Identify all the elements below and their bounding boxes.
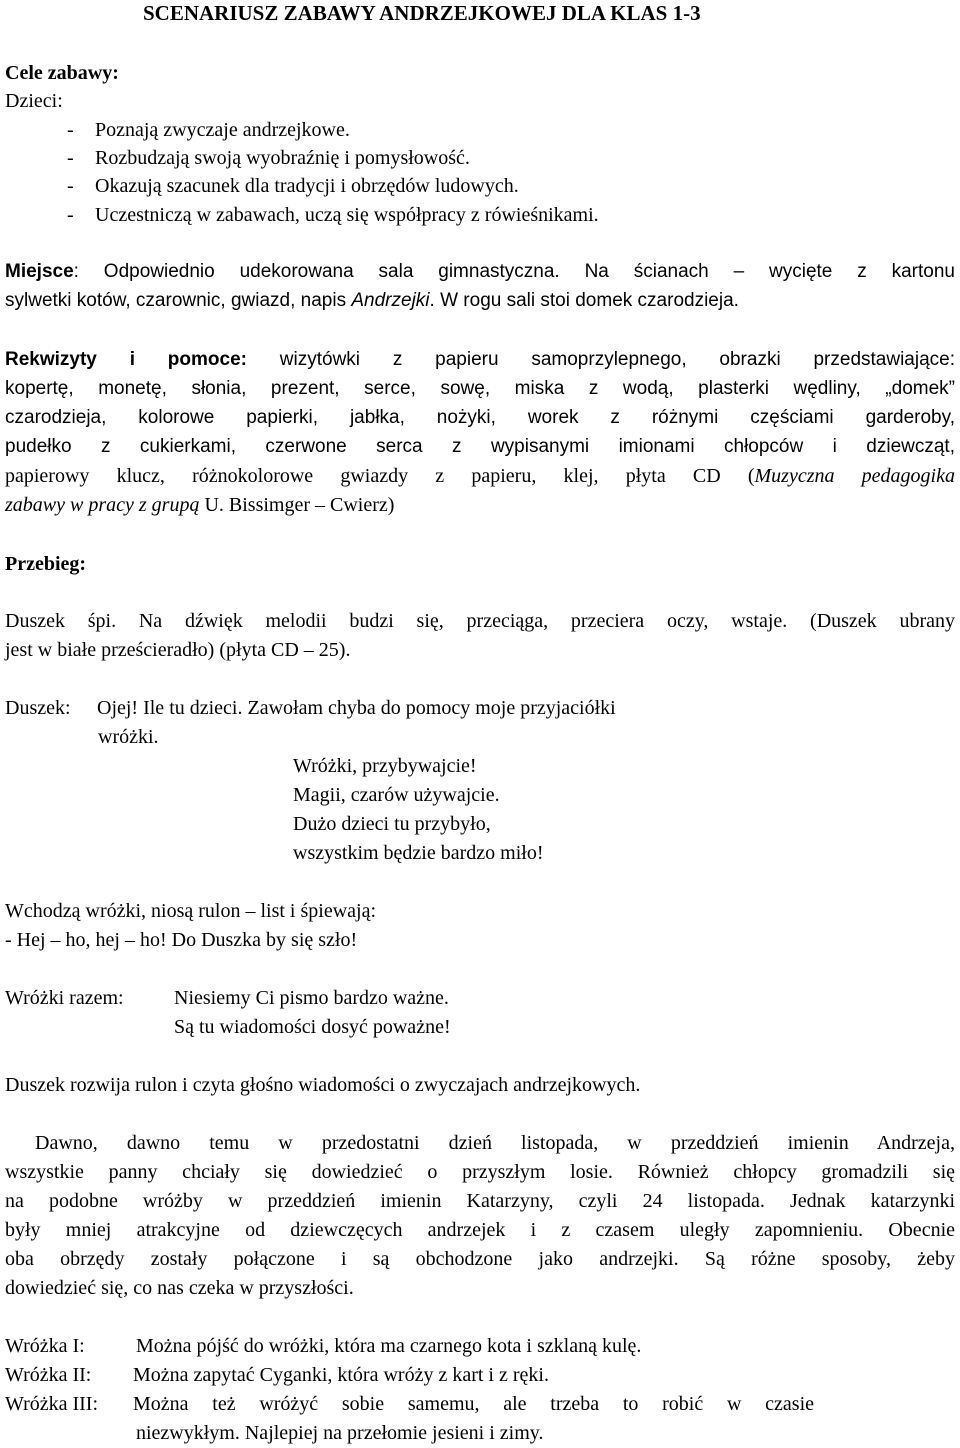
unroll-line: Duszek rozwija rulon i czyta głośno wiadomości o zwyczajach andrzejkowych. <box>5 1074 641 1096</box>
props-line-3: czarodzieja, kolorowe papierki, jabłka, nożyki, worek z różnymi częściami garderoby, <box>5 407 955 428</box>
goal-item: Poznają zwyczaje andrzejkowe. <box>95 119 350 141</box>
goal-item: Uczestniczą w zabawach, uczą się współpracy z rówieśnikami. <box>95 204 599 226</box>
props-text: papierowy klucz, różnokolorowe gwiazdy z papieru, klej, płyta CD ( <box>5 465 755 487</box>
goals-heading: Cele zabawy: <box>5 62 119 84</box>
props-italic: Muzyczna pedagogika <box>754 465 955 487</box>
place-italic: Andrzejki <box>351 290 430 311</box>
poem-line: Wróżki, przybywajcie! <box>293 755 477 777</box>
speaker-fairy-1: Wróżka I: <box>5 1335 85 1357</box>
props-line-4: pudełko z cukierkami, czerwone serca z wypisanymi imionami chłopców i dziewcząt, <box>5 436 955 457</box>
props-line-5 <box>5 462 955 490</box>
props-text: U. Bissimger – Cwierz) <box>199 494 395 516</box>
story-line: na podobne wróżby w przeddzień imienin Katarzyny, czyli 24 listopada. Jednak katarzynki <box>5 1190 955 1212</box>
props-line-2: kopertę, monetę, słonia, prezent, serce, sowę, miska z wodą, plasterki wędliny, „domek” <box>5 378 955 399</box>
song-line: - Hej – ho, hej – ho! Do Duszka by się szło! <box>5 929 358 951</box>
speaker-fairy-3: Wróżka III: <box>5 1393 99 1415</box>
course-paragraph-line-2: jest w białe prześcieradło) (płyta CD – 25). <box>5 639 351 661</box>
props-line-1 <box>5 346 955 374</box>
speaker-duszek: Duszek: <box>5 697 71 719</box>
speaker-fairy-2: Wróżka II: <box>5 1364 92 1386</box>
place-text: : Odpowiednio udekorowana sala gimnastyczna. Na ścianach – wycięte z kartonu <box>73 261 955 282</box>
fairy-3-line-2: niezwykłym. Najlepiej na przełomie jesieni i zimy. <box>136 1422 544 1444</box>
duszek-line-1: Ojej! Ile tu dzieci. Zawołam chyba do pomocy moje przyjaciółki <box>97 697 616 719</box>
speaker-fairies: Wróżki razem: <box>5 987 124 1009</box>
course-paragraph-line-1: Duszek śpi. Na dźwięk melodii budzi się, przeciąga, przeciera oczy, wstaje. (Duszek ubrany <box>5 610 955 632</box>
enter-line: Wchodzą wróżki, niosą rulon – list i śpiewają: <box>5 900 377 922</box>
place-line-2 <box>5 287 955 315</box>
story-line: dowiedzieć się, co nas czeka w przyszłości. <box>5 1277 354 1299</box>
goal-item: Rozbudzają swoją wyobraźnię i pomysłowość. <box>95 147 470 169</box>
document-title: SCENARIUSZ ZABAWY ANDRZEJKOWEJ DLA KLAS 1-3 <box>143 1 701 25</box>
fairy-3-line-1: Można też wróżyć sobie samemu, ale trzeba to robić w czasie <box>133 1393 814 1415</box>
course-heading: Przebieg: <box>5 553 87 575</box>
place-text: . W rogu sali stoi domek czarodzieja. <box>429 290 739 311</box>
place-text: sylwetki kotów, czarownic, gwiazd, napis <box>5 290 352 311</box>
props-line-6 <box>5 491 394 519</box>
goal-bullet: - <box>67 147 74 169</box>
fairy-1-line: Można pójść do wróżki, która ma czarnego kota i szklaną kulę. <box>136 1335 642 1357</box>
poem-line: Magii, czarów używajcie. <box>293 784 500 806</box>
fairies-line-1: Niesiemy Ci pismo bardzo ważne. <box>174 987 449 1009</box>
poem-line: Dużo dzieci tu przybyło, <box>293 813 491 835</box>
goals-subheading: Dzieci: <box>5 90 63 112</box>
place-line-1 <box>5 258 955 286</box>
story-line: wszystkie panny chciały się dowiedzieć o przyszłym losie. Również chłopcy gromadzili się <box>5 1161 955 1183</box>
fairy-2-line: Można zapytać Cyganki, która wróży z kart i z ręki. <box>133 1364 549 1386</box>
story-line: oba obrzędy zostały połączone i są obchodzone jako andrzejki. Są różne sposoby, żeby <box>5 1248 955 1270</box>
story-line: Dawno, dawno temu w przedostatni dzień listopada, w przeddzień imienin Andrzeja, <box>35 1132 955 1154</box>
props-label: Rekwizyty i pomoce: <box>5 349 247 370</box>
props-italic: zabawy w pracy z grupą <box>5 494 200 516</box>
goal-item: Okazują szacunek dla tradycji i obrzędów ludowych. <box>95 175 519 197</box>
props-text: wizytówki z papieru samoprzylepnego, obrazki przedstawiające: <box>246 349 955 370</box>
goal-bullet: - <box>67 175 74 197</box>
story-line: były mniej atrakcyjne od dziewczęcych andrzejek i z czasem uległy zapomnieniu. Obecnie <box>5 1219 955 1241</box>
place-label: Miejsce <box>5 261 74 282</box>
poem-line: wszystkim będzie bardzo miło! <box>293 842 544 864</box>
duszek-line-2: wróżki. <box>98 726 159 748</box>
goal-bullet: - <box>67 119 74 141</box>
fairies-line-2: Są tu wiadomości dosyć poważne! <box>174 1016 451 1038</box>
goal-bullet: - <box>67 204 74 226</box>
